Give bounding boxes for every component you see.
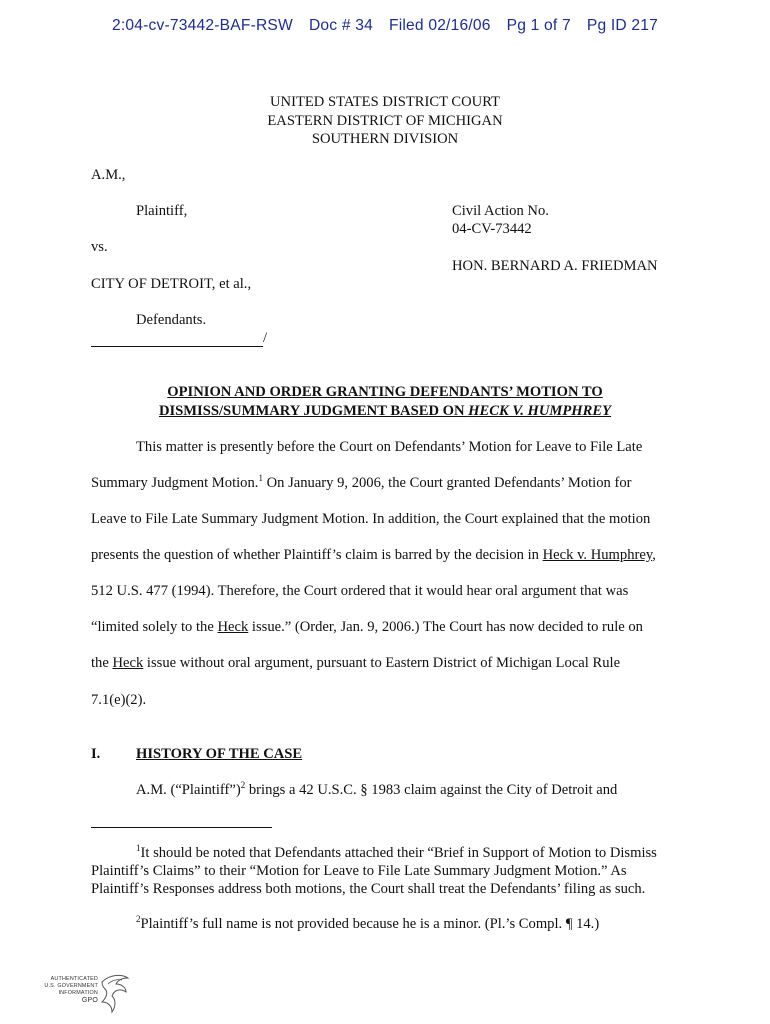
section-number: I. <box>91 746 101 762</box>
footnote-1-mark: 1 <box>136 843 141 853</box>
page-id: Pg ID 217 <box>586 17 659 34</box>
footnote-2-line-1 <box>136 916 599 933</box>
body-line-6-c: issue.” (Order, Jan. 9, 2006.) The Court has now decided to rule on <box>248 619 643 635</box>
body-line-8: 7.1(e)(2). <box>91 692 147 708</box>
gpo-logo-line-4: GPO <box>81 997 98 1004</box>
page-count: Pg 1 of 7 <box>506 17 571 34</box>
footnote-ref-1: 1 <box>258 473 263 483</box>
body-line-2-a: Summary Judgment Motion. <box>91 475 259 491</box>
opinion-title-text: DISMISS/SUMMARY JUDGMENT BASED ON <box>158 403 469 419</box>
section-line-1 <box>136 782 617 799</box>
body-line-7 <box>91 655 620 672</box>
section-heading: HISTORY OF THE CASE <box>136 746 303 762</box>
case-number: 2:04-cv-73442-BAF-RSW <box>111 17 293 34</box>
civil-action-number: 04-CV-73442 <box>452 221 532 237</box>
gpo-authentication-logo <box>34 970 134 1020</box>
footnote-2-text: Plaintiff’s full name is not provided because he is a minor. (Pl.’s Compl. ¶ 14.) <box>140 916 600 932</box>
body-line-7-a: the <box>91 655 113 671</box>
gpo-logo-line-3: INFORMATION <box>58 990 98 996</box>
case-cite-heck: Heck <box>217 619 249 635</box>
opinion-title-case: HECK V. HUMPHREY <box>468 403 612 419</box>
caption-rule <box>91 346 263 347</box>
body-line-6 <box>91 619 643 636</box>
body-line-4-a: presents the question of whether Plaintiff’s claim is barred by the decision in <box>91 547 543 563</box>
footnote-1-text: It should be noted that Defendants attached their “Brief in Support of Motion to Dismiss <box>140 845 657 861</box>
footnote-1-line-1 <box>136 845 657 862</box>
gpo-logo-line-2: U.S. GOVERNMENT <box>44 983 98 989</box>
caption-slash: / <box>263 330 268 346</box>
case-cite-heck-2: Heck <box>112 655 144 671</box>
case-cite-heck-humphrey: Heck v. Humphrey <box>542 547 653 563</box>
plaintiff-name: A.M., <box>91 167 126 183</box>
doc-number: Doc # 34 <box>308 17 373 34</box>
defendant-name: CITY OF DETROIT, et al., <box>91 276 252 292</box>
court-division: SOUTHERN DIVISION <box>311 131 459 147</box>
footnote-1-line-2: Plaintiff’s Claims” to their “Motion for Leave to File Late Summary Judgment Motion.” As <box>91 863 627 879</box>
body-line-2-b: On January 9, 2006, the Court granted Defendants’ Motion for <box>262 475 632 491</box>
ecf-header-stamp <box>0 17 770 35</box>
footnote-2-mark: 2 <box>136 914 141 924</box>
opinion-title-line1: OPINION AND ORDER GRANTING DEFENDANTS’ MOTION TO <box>167 384 603 400</box>
eagle-icon <box>98 970 132 1020</box>
plaintiff-role: Plaintiff, <box>136 203 188 219</box>
section-line-1-a: A.M. (“Plaintiff”) <box>136 782 241 798</box>
body-line-3: Leave to File Late Summary Judgment Motion. In addition, the Court explained that the motion <box>91 511 651 527</box>
gpo-logo-line-1: AUTHENTICATED <box>50 976 98 982</box>
body-line-6-a: “limited solely to the <box>91 619 218 635</box>
body-line-4-c: , <box>652 547 656 563</box>
defendant-role: Defendants. <box>136 312 207 328</box>
opinion-title-line2 <box>0 403 770 420</box>
versus: vs. <box>91 239 108 255</box>
footnote-ref-2: 2 <box>240 780 246 790</box>
body-line-1: This matter is presently before the Court on Defendants’ Motion for Leave to File Late <box>136 439 643 455</box>
footnote-separator <box>91 827 272 828</box>
body-line-5: 512 U.S. 477 (1994). Therefore, the Court ordered that it would hear oral argument that was <box>91 583 629 599</box>
body-line-2 <box>91 475 631 492</box>
judge-name: HON. BERNARD A. FRIEDMAN <box>452 258 658 274</box>
filed-date: Filed 02/16/06 <box>388 17 491 34</box>
body-line-4 <box>91 547 656 564</box>
civil-action-label: Civil Action No. <box>452 203 549 219</box>
court-name: UNITED STATES DISTRICT COURT <box>270 94 500 110</box>
footnote-1-line-3: Plaintiff’s Responses address both motions, the Court shall treat the Defendants’ filing as such. <box>91 881 646 897</box>
court-district: EASTERN DISTRICT OF MICHIGAN <box>267 113 503 129</box>
section-line-1-b: brings a 42 U.S.C. § 1983 claim against the City of Detroit and <box>245 782 618 798</box>
body-line-7-c: issue without oral argument, pursuant to Eastern District of Michigan Local Rule <box>143 655 621 671</box>
